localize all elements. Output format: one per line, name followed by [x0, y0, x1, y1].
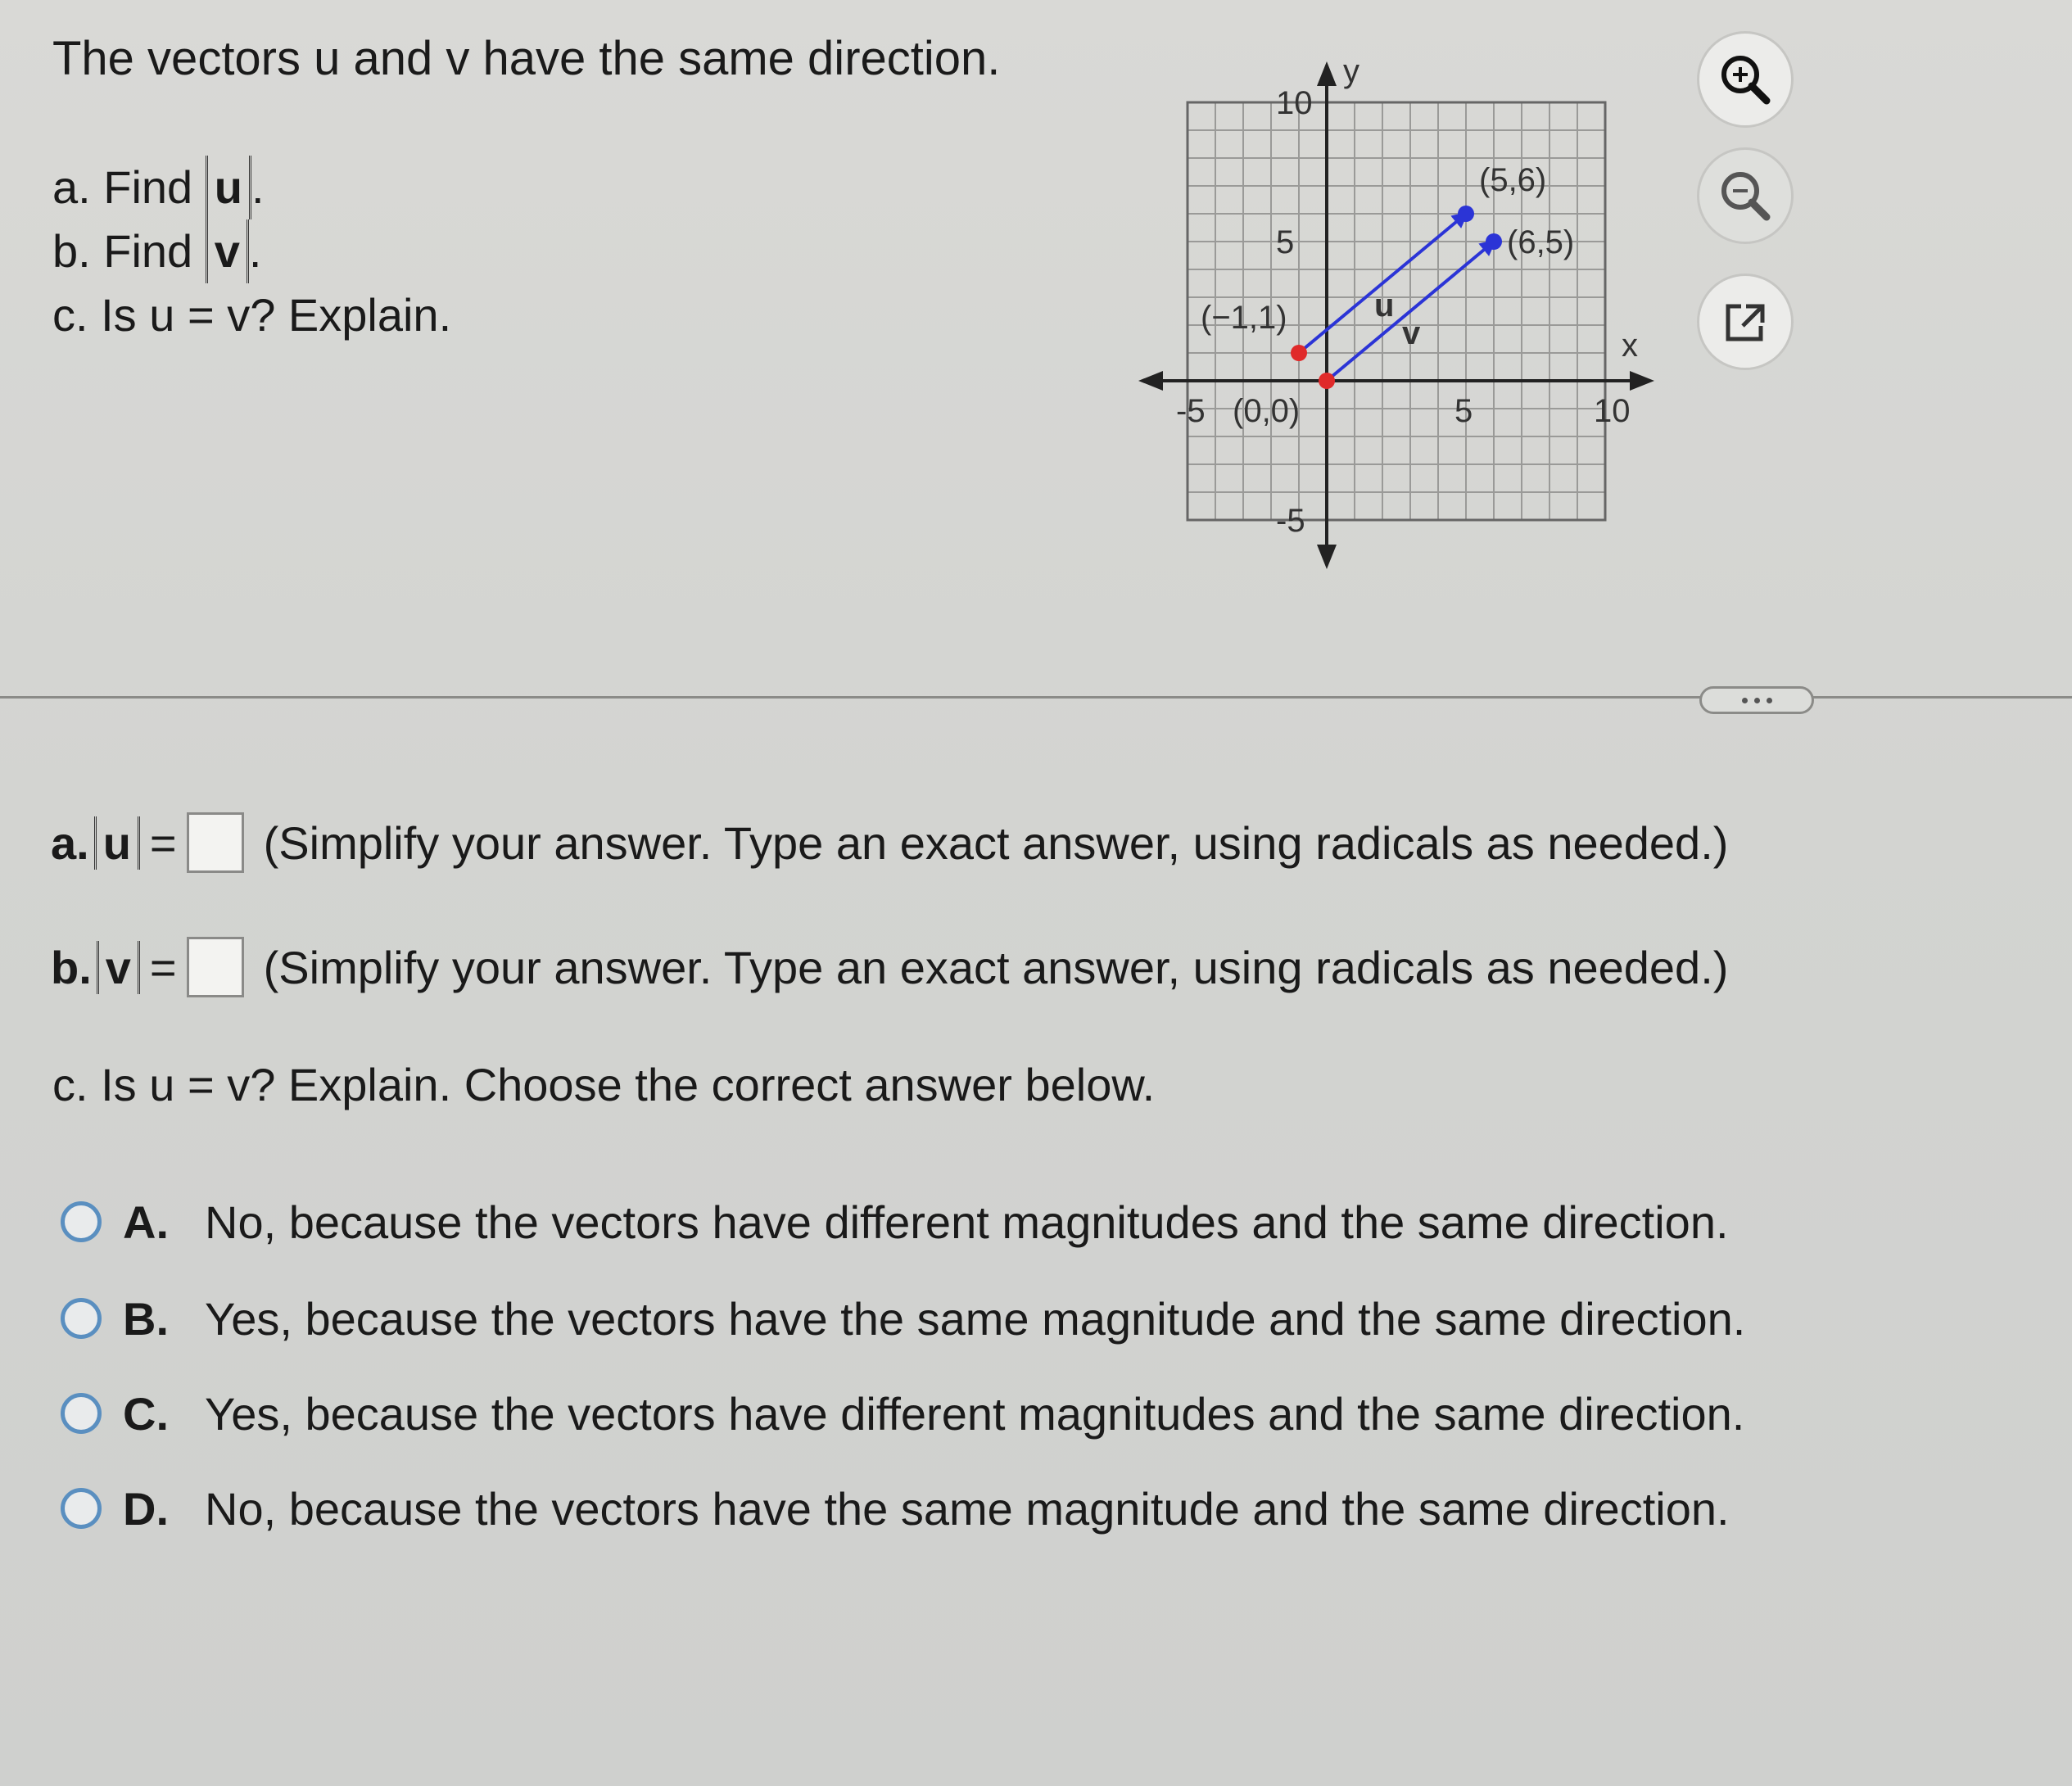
answer-a-input[interactable] [189, 826, 242, 882]
part-c-prompt: c. Is u = v? Explain. Choose the correct answer below. [52, 1059, 1156, 1110]
question-part-c [52, 283, 451, 347]
origin-label: (0,0) [1233, 393, 1301, 429]
vector-u-end-label: (5,6) [1479, 162, 1547, 198]
vector-v-end-point [1486, 233, 1502, 250]
part-c-label: c. [52, 289, 88, 341]
answer-a-norm: u [94, 816, 140, 870]
radio-icon[interactable] [61, 1298, 102, 1339]
graph-vectors [1201, 162, 1574, 429]
vector-graph [1130, 33, 1720, 606]
option-a-letter: A. [123, 1196, 169, 1248]
question-part-a [52, 156, 451, 219]
answer-b-hint: (Simplify your answer. Type an exact answer, using radicals as needed.) [263, 941, 1729, 993]
vector-u-start-point [1291, 345, 1307, 361]
answer-row-a [51, 812, 1728, 873]
x-axis-arrow-right [1630, 371, 1654, 391]
vector-v-end-label: (6,5) [1507, 224, 1575, 260]
answer-a-label: a. [51, 816, 89, 869]
radio-icon[interactable] [61, 1393, 102, 1434]
option-b-letter: B. [123, 1292, 169, 1345]
x-axis-arrow-left [1138, 371, 1163, 391]
option-b-text: Yes, because the vectors have the same magnitude and the same direction. [205, 1292, 1746, 1345]
y-axis-arrow-up [1317, 61, 1337, 86]
vector-v-label: v [1402, 315, 1421, 351]
answer-b-label: b. [51, 941, 92, 993]
more-options-button[interactable] [1699, 686, 1814, 714]
y-axis-arrow-down [1317, 545, 1337, 569]
y-axis-label: y [1343, 53, 1359, 89]
part-a-norm: u [206, 156, 251, 219]
dot-icon [1742, 698, 1748, 703]
answer-b-input[interactable] [189, 951, 242, 1006]
part-b-label: b. [52, 225, 91, 277]
dot-icon [1767, 698, 1772, 703]
answer-b-equals: = [149, 941, 177, 993]
part-b-text: Find [103, 225, 193, 277]
option-b[interactable] [61, 1286, 1745, 1351]
vector-u-start-label: (−1,1) [1201, 300, 1287, 336]
part-c-text: Is u = v? Explain. [101, 289, 452, 341]
part-a-text: Find [103, 161, 193, 213]
part-b-norm: v [206, 219, 249, 283]
part-a-end: . [251, 161, 265, 213]
popout-button[interactable] [1697, 274, 1794, 370]
x-tick-label: 5 [1454, 393, 1473, 429]
popout-icon [1717, 293, 1774, 350]
part-a-label: a. [52, 161, 91, 213]
x-tick-label: -5 [1176, 393, 1206, 429]
answer-a-equals: = [149, 816, 177, 869]
option-a[interactable] [61, 1189, 1729, 1255]
option-c-text: Yes, because the vectors have different magnitudes and the same direction. [205, 1387, 1745, 1440]
option-d-text: No, because the vectors have the same magnitude and the same direction. [205, 1482, 1730, 1535]
option-a-text: No, because the vectors have different magnitudes and the same direction. [205, 1196, 1729, 1248]
y-tick-label: -5 [1276, 503, 1305, 539]
radio-icon[interactable] [61, 1488, 102, 1529]
option-c[interactable] [61, 1381, 1744, 1446]
answer-b-input-box[interactable] [187, 937, 244, 997]
answer-a-hint: (Simplify your answer. Type an exact answer, using radicals as needed.) [263, 816, 1729, 869]
y-tick-label: 5 [1276, 224, 1295, 260]
option-d-letter: D. [123, 1482, 169, 1535]
vector-u-label: u [1374, 287, 1395, 323]
part-b-end: . [248, 225, 262, 277]
zoom-out-button[interactable] [1697, 147, 1794, 244]
zoom-in-icon [1712, 47, 1778, 112]
x-tick-label: 10 [1594, 393, 1631, 429]
y-tick-label: 10 [1276, 85, 1313, 121]
vector-u-end-point [1458, 206, 1474, 222]
option-c-letter: C. [123, 1387, 169, 1440]
radio-icon[interactable] [61, 1201, 102, 1242]
answer-b-norm: v [97, 941, 140, 994]
zoom-in-button[interactable] [1697, 31, 1794, 128]
question-parts [52, 156, 451, 347]
zoom-out-icon [1712, 163, 1778, 228]
question-part-b [52, 219, 451, 283]
answer-a-input-box[interactable] [187, 812, 244, 873]
dot-icon [1754, 698, 1760, 703]
answer-row-b [51, 937, 1728, 997]
x-axis-label: x [1622, 328, 1638, 364]
question-intro: The vectors u and v have the same direction. [52, 32, 1001, 85]
vector-v-start-point [1319, 373, 1335, 389]
option-d[interactable] [61, 1476, 1730, 1541]
